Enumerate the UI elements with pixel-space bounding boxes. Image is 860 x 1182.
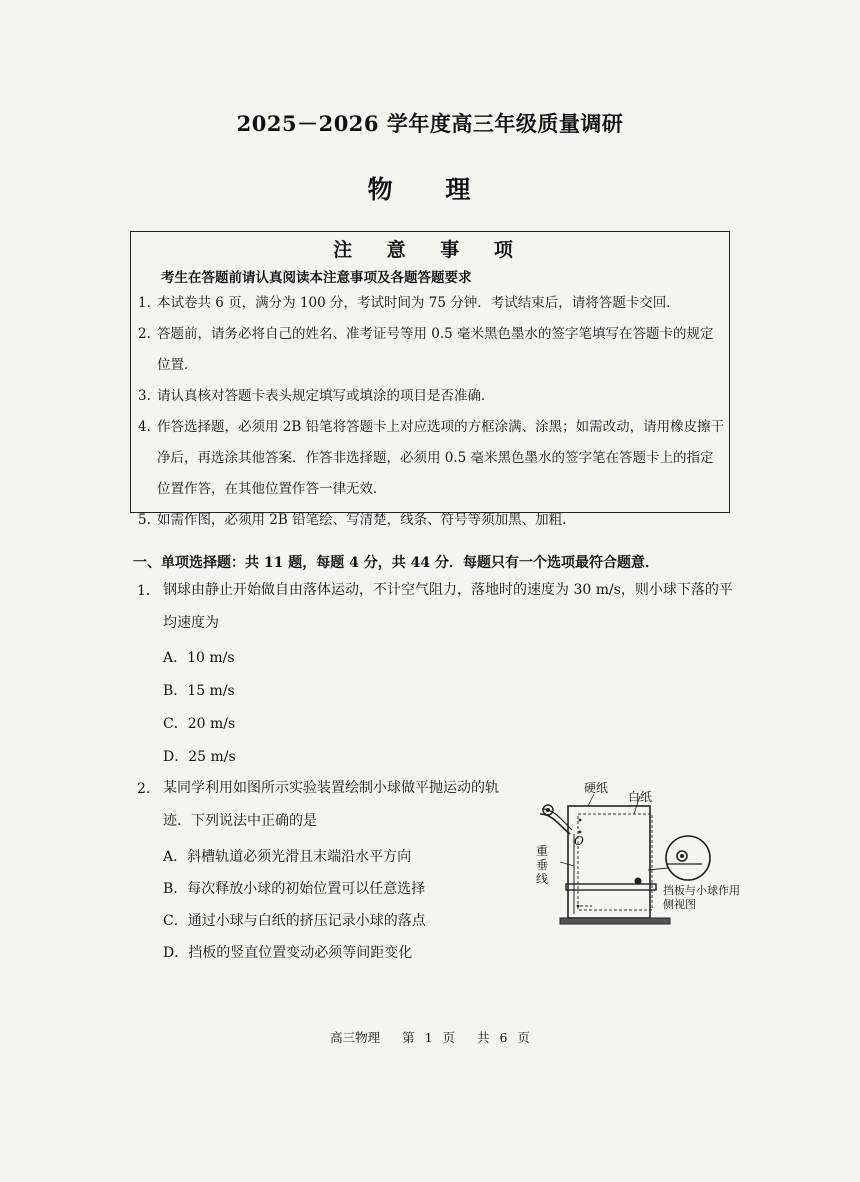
question-1-text: 钢球由静止开始做自由落体运动，不计空气阻力，落地时的速度为 30 m/s，则小球下落的平均速度为 bbox=[163, 582, 733, 631]
side-view-circle bbox=[666, 836, 710, 880]
notice-item-text: 如需作图，必须用 2B 铅笔绘、写清楚，线条、符号等须加黑、加粗． bbox=[157, 512, 576, 528]
question-2-option-d: D．挡板的竖直位置变动必须等间距变化 bbox=[163, 945, 413, 961]
notice-item bbox=[131, 505, 729, 536]
question-1-option-c: C．20 m/s bbox=[163, 716, 236, 732]
notice-item bbox=[131, 288, 729, 319]
footer-total: 共 6 页 bbox=[476, 1030, 530, 1045]
label-white-paper: 白纸 bbox=[628, 790, 653, 804]
notice-item-text: 本试卷共 6 页，满分为 100 分，考试时间为 75 分钟．考试结束后，请将答题卡交回． bbox=[157, 295, 680, 311]
question-2-text: 某同学利用如图所示实验装置绘制小球做平抛运动的轨迹．下列说法中正确的是 bbox=[163, 780, 499, 829]
notice-item bbox=[131, 412, 729, 505]
question-2-option-a: A．斜槽轨道必须光滑且末端沿水平方向 bbox=[163, 849, 412, 865]
question-1-option-b: B．15 m/s bbox=[163, 683, 235, 699]
question-2-number: 2. bbox=[137, 781, 151, 797]
question-2-option-c: C．通过小球与白纸的挤压记录小球的落点 bbox=[163, 913, 426, 929]
exam-title: 2025－2026 学年度高三年级质量调研 bbox=[236, 111, 624, 136]
notice-item bbox=[131, 381, 729, 412]
question-1-number: 1. bbox=[137, 583, 151, 599]
white-paper bbox=[578, 814, 652, 910]
cardboard-board bbox=[568, 806, 650, 918]
question-2-option-b: B．每次释放小球的初始位置可以任意选择 bbox=[163, 881, 426, 897]
footer-subject: 高三物理 bbox=[330, 1030, 381, 1045]
notice-subtitle: 考生在答题前请认真阅读本注意事项及各题答题要求 bbox=[161, 270, 472, 286]
notice-item-number: 5. bbox=[138, 512, 151, 528]
projectile-apparatus-figure bbox=[530, 781, 750, 934]
label-origin: O bbox=[574, 834, 584, 848]
page-footer bbox=[0, 1028, 860, 1046]
notice-box bbox=[130, 231, 730, 528]
baffle bbox=[566, 884, 656, 890]
footer-page: 第 1 页 bbox=[402, 1030, 455, 1045]
label-plumb-line: 重垂线 bbox=[536, 844, 549, 886]
notice-item bbox=[131, 319, 729, 381]
section-heading: 一、单项选择题：共 11 题，每题 4 分，共 44 分．每题只有一个选项最符合题意． bbox=[133, 555, 659, 571]
subject-title: 物 理 bbox=[367, 175, 493, 204]
label-cardboard: 硬纸 bbox=[584, 781, 609, 795]
base bbox=[560, 918, 670, 924]
notice-item-number: 1. bbox=[138, 295, 151, 311]
question-1-option-a: A．10 m/s bbox=[163, 650, 235, 666]
notice-item-number: 3. bbox=[138, 388, 151, 404]
label-side-view: 挡板与小球作用侧视图 bbox=[663, 884, 740, 911]
notice-item-number: 2. bbox=[138, 326, 151, 342]
question-1-option-d: D．25 m/s bbox=[163, 749, 236, 765]
notice-item-text: 请认真核对答题卡表头规定填写或填涂的项目是否准确． bbox=[157, 388, 495, 404]
notice-title: 注 意 事 项 bbox=[333, 239, 527, 261]
notice-item-text: 答题前，请务必将自己的姓名、准考证号等用 0.5 毫米黑色墨水的签字笔填写在答题卡的规定位置． bbox=[157, 326, 714, 373]
notice-item-number: 4. bbox=[138, 419, 151, 435]
notice-item-text: 作答选择题，必须用 2B 铅笔将答题卡上对应选项的方框涂满、涂黑；如需改动，请用橡皮擦干净后，再选涂其他答案．作答非选择题，必须用 0.5 毫米黑色墨水的签字笔在答题卡上的指定位置作答，在其他位置作答一律无效． bbox=[157, 419, 725, 497]
